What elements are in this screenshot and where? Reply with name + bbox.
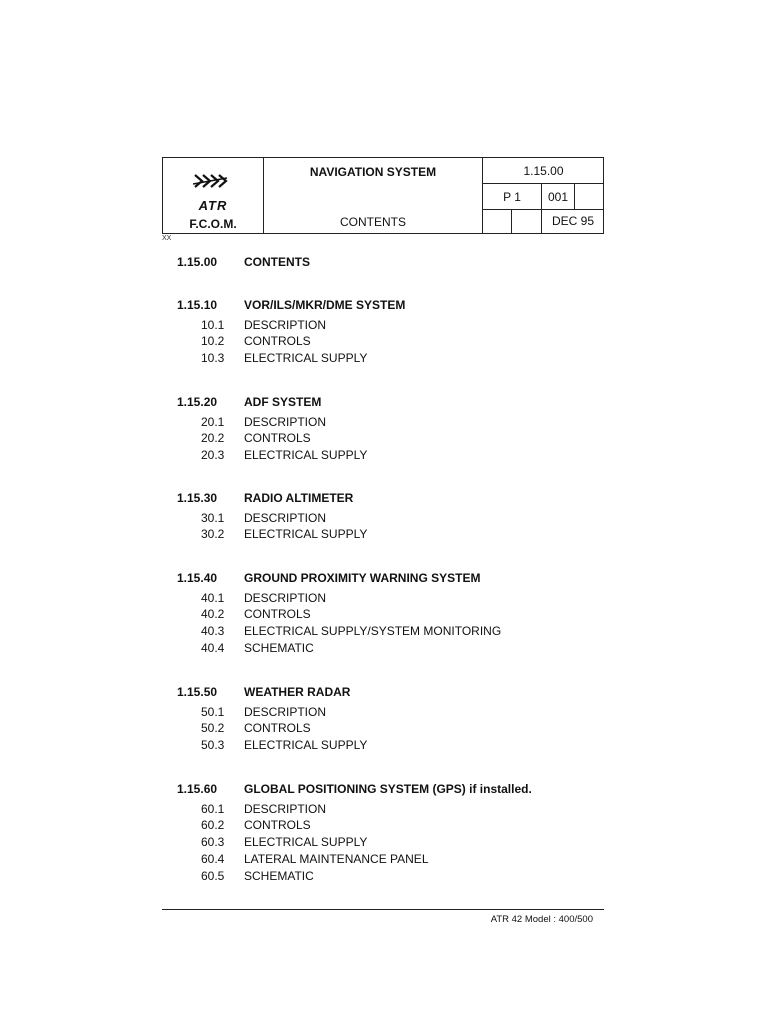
subsection-number: 10.2 [201, 334, 225, 349]
subsection-title: DESCRIPTION [244, 801, 327, 816]
section-title: CONTENTS [244, 255, 310, 269]
footer-model: ATR 42 Model : 400/500 [490, 914, 593, 925]
subsection-title: CONTROLS [244, 607, 311, 622]
subsection-number: 40.3 [201, 624, 225, 639]
subsection-title: DESCRIPTION [244, 414, 327, 429]
subsection-title: CONTROLS [244, 334, 311, 349]
empty-cell [483, 210, 512, 234]
subsection-number: 40.1 [201, 590, 225, 605]
subsection-title: DESCRIPTION [244, 590, 327, 605]
subsection-number: 50.1 [201, 704, 225, 719]
revision-marker: XX [162, 235, 172, 242]
section-title: RADIO ALTIMETER [244, 491, 354, 505]
subsection-number: 10.1 [201, 317, 225, 332]
section-number: 1.15.30 [177, 491, 218, 505]
subsection-title: ELECTRICAL SUPPLY [244, 835, 368, 850]
empty-cell [575, 184, 604, 210]
subsection-title: CONTROLS [244, 721, 311, 736]
section-title: GLOBAL POSITIONING SYSTEM (GPS) if installed. [244, 782, 532, 796]
section-title: VOR/ILS/MKR/DME SYSTEM [244, 298, 406, 312]
subsection-number: 60.4 [201, 851, 225, 866]
subsection-title: CONTROLS [244, 818, 311, 833]
revision-number: 001 [542, 184, 575, 210]
reference-number: 1.15.00 [483, 158, 604, 184]
subsection-title: ELECTRICAL SUPPLY [244, 738, 368, 753]
subsection-title: ELECTRICAL SUPPLY [244, 448, 368, 463]
page-number: P 1 [483, 184, 542, 210]
subsection-title: DESCRIPTION [244, 510, 327, 525]
subsection-number: 20.1 [201, 414, 225, 429]
section-number: 1.15.00 [177, 255, 218, 269]
subsection-title: ELECTRICAL SUPPLY [244, 527, 368, 542]
section-number: 1.15.60 [177, 782, 218, 796]
section-number: 1.15.10 [177, 298, 218, 312]
subsection-title: DESCRIPTION [244, 317, 327, 332]
subsection-number: 20.3 [201, 448, 225, 463]
title-cell [264, 158, 483, 234]
logo-cell [163, 158, 264, 234]
subsection-title: ELECTRICAL SUPPLY/SYSTEM MONITORING [244, 624, 502, 639]
section-title: ADF SYSTEM [244, 395, 322, 409]
issue-date: DEC 95 [551, 214, 595, 228]
subsection-title: CONTROLS [244, 431, 311, 446]
footer-divider [162, 909, 604, 910]
subsection-title: LATERAL MAINTENANCE PANEL [244, 851, 429, 866]
page-header [162, 157, 604, 234]
subsection-number: 50.3 [201, 738, 225, 753]
subsection-number: 10.3 [201, 351, 225, 366]
subsection-title: ELECTRICAL SUPPLY [244, 351, 368, 366]
section-title: WEATHER RADAR [244, 685, 351, 699]
page-title: NAVIGATION SYSTEM [309, 165, 437, 179]
logo-text: ATR [198, 198, 228, 213]
subsection-number: 30.1 [201, 510, 225, 525]
subsection-title: SCHEMATIC [244, 640, 314, 655]
subsection-number: 50.2 [201, 721, 225, 736]
logo-subtitle: F.C.O.M. [189, 217, 237, 231]
page-subtitle: CONTENTS [340, 215, 406, 229]
section-number: 1.15.50 [177, 685, 218, 699]
section-number: 1.15.40 [177, 571, 218, 585]
section-title: GROUND PROXIMITY WARNING SYSTEM [244, 571, 481, 585]
subsection-title: SCHEMATIC [244, 868, 314, 883]
subsection-number: 20.2 [201, 431, 225, 446]
subsection-number: 40.4 [201, 640, 225, 655]
subsection-number: 60.3 [201, 835, 225, 850]
subsection-number: 40.2 [201, 607, 225, 622]
subsection-number: 60.1 [201, 801, 225, 816]
subsection-number: 60.5 [201, 868, 225, 883]
atr-logo-icon [193, 166, 233, 196]
subsection-number: 60.2 [201, 818, 225, 833]
subsection-title: DESCRIPTION [244, 704, 327, 719]
subsection-number: 30.2 [201, 527, 225, 542]
section-number: 1.15.20 [177, 395, 218, 409]
empty-cell [512, 210, 542, 234]
